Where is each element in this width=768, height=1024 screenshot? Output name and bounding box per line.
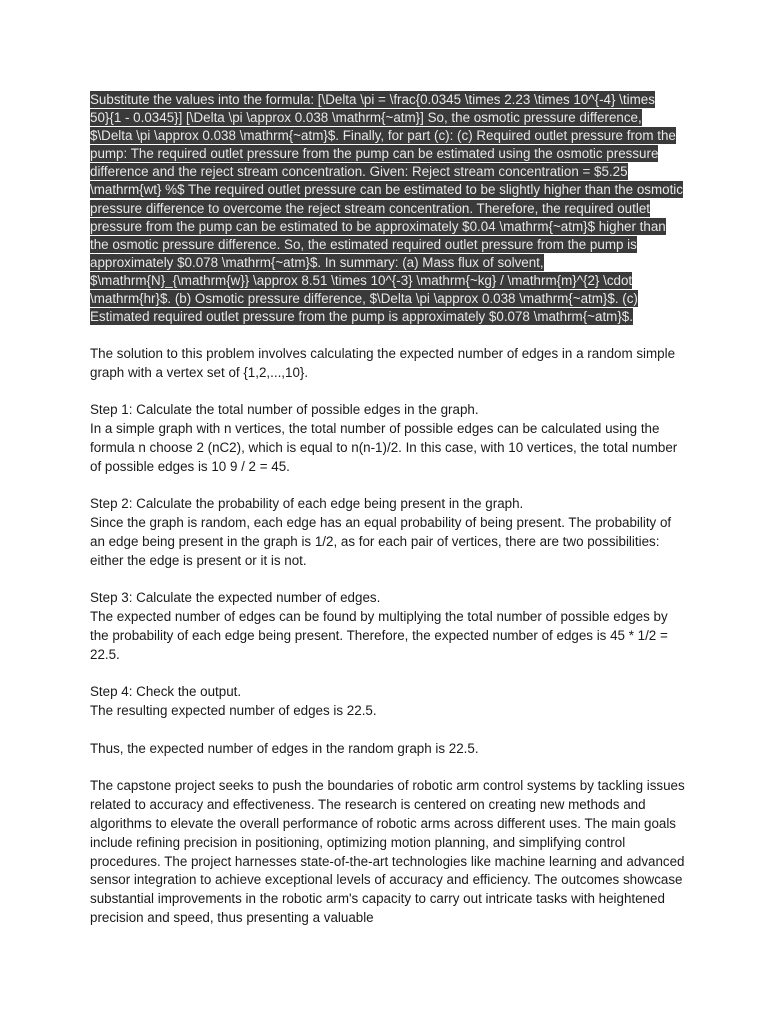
highlight-line-4: difference and the reject stream concentration. Given: Reject stream concentration = $5.25 <box>90 164 628 180</box>
step-2-body: Since the graph is random, each edge has an equal probability of being present. The probability of an edge being present in the graph is 1/2, as for each pair of vertices, there are two possibilities: either the edge is present or it is not. <box>90 515 672 568</box>
highlight-line-0: Substitute the values into the formula: [\Delta \pi = \frac{0.0345 \times 2.23 \times 10^{-4} \times <box>90 92 655 107</box>
highlight-line-2: $\Delta \pi \approx 0.038 \mathrm{~atm}$. Finally, for part (c): (c) Required outlet pressure from the <box>90 128 676 144</box>
document-page <box>90 91 686 947</box>
step-3-section <box>90 589 686 664</box>
step-3-title: Step 3: Calculate the expected number of edges. <box>90 590 381 606</box>
step-3-body: The expected number of edges can be found by multiplying the total number of possible edges by the probability of each edge being present. Therefore, the expected number of edges is 45 * 1/2 = 22.5. <box>90 609 668 662</box>
highlighted-selection[interactable] <box>90 91 686 326</box>
conclusion-paragraph: Thus, the expected number of edges in the random graph is 22.5. <box>90 740 479 756</box>
highlight-line-7: pressure from the pump can be estimated to be approximately $0.04 \mathrm{~atm}$ higher than <box>90 218 666 234</box>
step-1-body: In a simple graph with n vertices, the total number of possible edges can be calculated using the formula n choose 2 (nC2), which is equal to n(n-1)/2. In this case, with 10 vertices, the total number of possible edges is 10 9 / 2 = 45. <box>90 421 678 474</box>
highlight-line-10: $\mathrm{N}_{\mathrm{w}} \approx 8.51 \times 10^{-3} \mathrm{~kg} / \mathrm{m}^{2} \cdot <box>90 272 633 288</box>
intro-paragraph: The solution to this problem involves calculating the expected number of edges in a random simple graph with a vertex set of {1,2,...,10}. <box>90 346 676 380</box>
step-1-section <box>90 401 686 476</box>
highlight-line-9: approximately $0.078 \mathrm{~atm}$. In summary: (a) Mass flux of solvent, <box>90 254 544 270</box>
highlight-line-11: \mathrm{hr}$. (b) Osmotic pressure difference, $\Delta \pi \approx 0.038 \mathrm{~atm}$. (c) <box>90 291 638 307</box>
highlight-line-1: 50}{1 - 0.0345}] [\Delta \pi \approx 0.038 \mathrm{~atm}] So, the osmotic pressure difference, <box>90 110 642 126</box>
highlight-line-8: the osmotic pressure difference. So, the estimated required outlet pressure from the pump is <box>90 236 637 252</box>
highlight-line-12: Estimated required outlet pressure from the pump is approximately $0.078 \mathrm{~atm}$. <box>90 309 633 325</box>
highlight-line-5: \mathrm{wt} %$ The required outlet pressure can be estimated to be slightly higher than the osmotic <box>90 182 683 198</box>
capstone-paragraph: The capstone project seeks to push the boundaries of robotic arm control systems by tackling issues related to accuracy and effectiveness. The research is centered on creating new methods and algorithms to elevate the overall performance of robotic arms across different uses. The main goals include refining precision in positioning, optimizing motion planning, and simplifying control procedures. The project harnesses state-of-the-art technologies like machine learning and advanced sensor integration to achieve exceptional levels of accuracy and efficiency. The outcomes showcase substantial improvements in the robotic arm's capacity to carry out intricate tasks with heightened precision and speed, thus presenting a valuable <box>90 778 685 925</box>
step-2-section <box>90 495 686 570</box>
highlight-line-6: pressure difference to overcome the reject stream concentration. Therefore, the required outlet <box>90 200 650 216</box>
step-4-title: Step 4: Check the output. <box>90 684 242 700</box>
highlight-line-3: pump: The required outlet pressure from the pump can be estimated using the osmotic pressure <box>90 146 659 162</box>
step-2-title: Step 2: Calculate the probability of each edge being present in the graph. <box>90 496 524 512</box>
step-4-body: The resulting expected number of edges is 22.5. <box>90 703 377 719</box>
step-1-title: Step 1: Calculate the total number of possible edges in the graph. <box>90 402 479 418</box>
step-4-section <box>90 683 686 721</box>
